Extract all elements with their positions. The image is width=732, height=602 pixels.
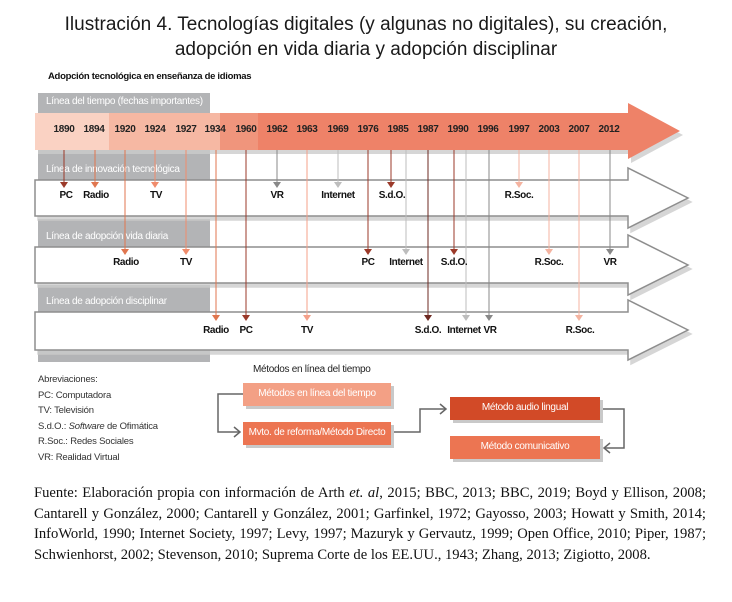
connector-lines [60, 150, 617, 321]
event-label: Radio [83, 190, 109, 201]
method-box-timeline: Métodos en línea del tiempo [243, 383, 391, 406]
year-label: 1960 [235, 124, 257, 135]
lane-label-disciplinary: Línea de adopción disciplinar [38, 293, 210, 312]
timeline-label: Línea del tiempo (fechas importantes) [38, 93, 210, 113]
event-label: VR [270, 190, 284, 201]
year-label: 1962 [266, 124, 288, 135]
event-label: PC [361, 257, 375, 268]
event-label: Radio [203, 325, 229, 336]
event-label: R.Soc. [534, 257, 564, 268]
event-label: Internet [389, 257, 423, 268]
year-label: 1920 [114, 124, 136, 135]
event-label: R.Soc. [565, 325, 595, 336]
source-citation: Fuente: Elaboración propia con información de Arth et. al, 2015; BBC, 2013; BBC, 2019; Boyd y Ellison, 2008; Cantarell y González, 2000; Cantarell y González, 2001; Garfinkel, 1972; Gayosso, 2003; Howatt y Smith, 2014; InfoWorld, 1990; Internet Society, 1997; Levy, 1997; Mazuryk y Gervautz, 1999; Open Office, 2010; Piper, 1987; Schwienhorst, 2002; Stevenson, 2010; Suprema Corte de los EE.UU., 1943; Zhang, 2013; Zigiotto, 2008. [34, 485, 707, 563]
methods-title: Métodos en línea del tiempo [253, 364, 371, 375]
year-label: 1976 [357, 124, 379, 135]
event-label: TV [150, 190, 162, 201]
method-box-direct: Mvto. de reforma/Método Directo [243, 422, 391, 445]
event-label: S.d.O. [440, 257, 468, 268]
method-box-audiolingual: Método audio lingual [450, 397, 600, 420]
year-label: 1924 [144, 124, 166, 135]
year-label: 1985 [387, 124, 409, 135]
abbreviations-legend [38, 372, 158, 465]
year-label: 1997 [508, 124, 530, 135]
event-label: S.d.O. [378, 190, 406, 201]
year-label: 2007 [568, 124, 590, 135]
event-label: PC [239, 325, 253, 336]
year-label: 1890 [53, 124, 75, 135]
event-label: PC [59, 190, 73, 201]
year-label: 1987 [417, 124, 439, 135]
lane-label-daily: Línea de adopción vida diaria [38, 228, 210, 247]
event-label: Internet [447, 325, 481, 336]
year-label: 1934 [204, 124, 226, 135]
figure-title-line2: adopción en vida diaria y adopción disciplinar [174, 39, 558, 60]
year-label: 1990 [447, 124, 469, 135]
event-label: Radio [113, 257, 139, 268]
method-box-communicative: Método comunicativo [450, 436, 600, 459]
lane-label-innovation: Línea de innovación tecnológica [38, 161, 210, 180]
year-label: 1963 [296, 124, 318, 135]
year-label: 1894 [83, 124, 105, 135]
year-label: 1996 [477, 124, 499, 135]
lane-arrow-innovation [35, 168, 688, 228]
event-label: VR [603, 257, 617, 268]
event-label: VR [483, 325, 497, 336]
abbreviations-heading: Abreviaciones: [38, 374, 98, 385]
abbreviation-item: S.d.O.: Software de Ofimática [38, 420, 158, 432]
event-label: TV [180, 257, 192, 268]
abbreviation-item: TV: Televisión [38, 405, 94, 416]
figure-title-line1: Ilustración 4. Tecnologías digitales (y algunas no digitales), su creación, [64, 14, 668, 35]
abbreviation-item: PC: Computadora [38, 389, 112, 401]
year-label: 1927 [175, 124, 197, 135]
year-label: 2012 [598, 124, 620, 135]
abbreviation-item: VR: Realidad Virtual [38, 451, 120, 463]
event-label: TV [301, 325, 313, 336]
event-label: Internet [321, 190, 355, 201]
year-label: 2003 [538, 124, 560, 135]
diagram-subtitle: Adopción tecnológica en enseñanza de idiomas [48, 71, 252, 82]
abbreviation-item: R.Soc.: Redes Sociales [38, 436, 134, 447]
event-label: S.d.O. [414, 325, 442, 336]
event-label: R.Soc. [504, 190, 534, 201]
year-label: 1969 [327, 124, 349, 135]
